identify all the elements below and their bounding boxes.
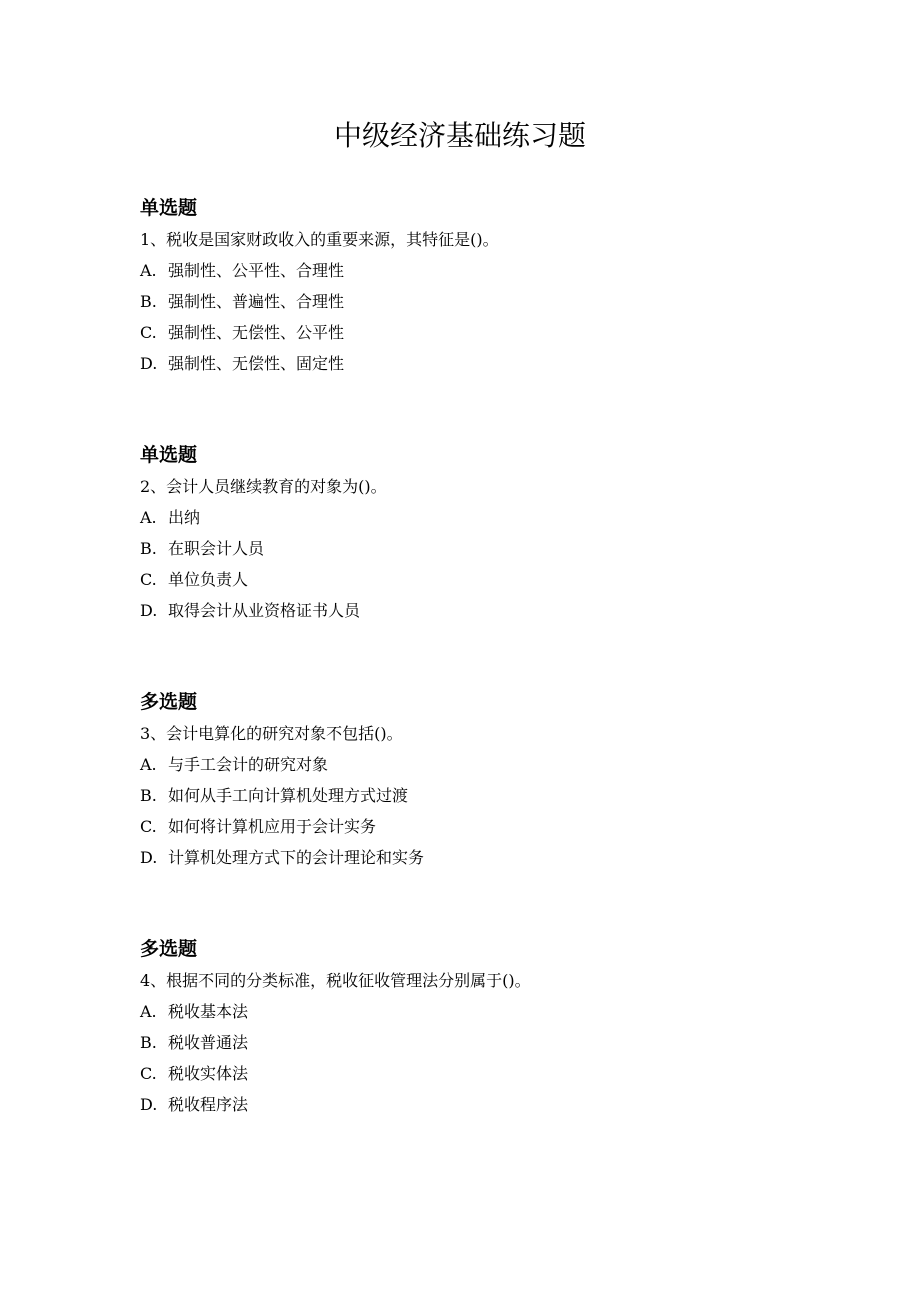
option-letter: A.	[140, 261, 157, 280]
option-a	[140, 996, 840, 1027]
option-a	[140, 255, 840, 286]
option-c	[140, 317, 840, 348]
option-text: 取得会计从业资格证书人员	[168, 601, 361, 620]
option-text: 在职会计人员	[168, 539, 265, 558]
option-letter: C.	[140, 1064, 157, 1083]
option-text: 税收基本法	[168, 1002, 249, 1021]
option-letter: C.	[140, 323, 157, 342]
option-letter: D.	[140, 601, 158, 620]
option-text: 强制性、无偿性、固定性	[168, 354, 345, 373]
option-letter: A.	[140, 508, 157, 527]
question-type: 单选题	[140, 444, 198, 466]
option-b	[140, 533, 840, 564]
question-type: 单选题	[140, 197, 198, 219]
option-a	[140, 749, 840, 780]
document-title: 中级经济基础练习题	[333, 119, 586, 152]
option-text: 如何从手工向计算机处理方式过渡	[168, 786, 409, 805]
option-c	[140, 564, 840, 595]
question-text: 4、根据不同的分类标准，税收征收管理法分别属于()。	[140, 971, 531, 990]
question-text: 3、会计电算化的研究对象不包括()。	[140, 724, 403, 743]
question-text: 1、税收是国家财政收入的重要来源，其特征是()。	[140, 230, 499, 249]
option-text: 税收程序法	[168, 1095, 249, 1114]
option-text: 如何将计算机应用于会计实务	[168, 817, 377, 836]
option-c	[140, 811, 840, 842]
option-letter: D.	[140, 354, 158, 373]
option-d	[140, 1089, 840, 1120]
option-letter: C.	[140, 570, 157, 589]
option-letter: D.	[140, 1095, 158, 1114]
question-type: 多选题	[140, 691, 198, 713]
question-type: 多选题	[140, 938, 198, 960]
option-text: 与手工会计的研究对象	[168, 755, 329, 774]
option-d	[140, 595, 840, 626]
option-letter: B.	[140, 539, 157, 558]
question-text: 2、会计人员继续教育的对象为()。	[140, 477, 387, 496]
question-1	[140, 193, 840, 379]
option-text: 强制性、公平性、合理性	[168, 261, 345, 280]
option-letter: A.	[140, 755, 157, 774]
option-letter: B.	[140, 1033, 157, 1052]
option-d	[140, 842, 840, 873]
option-letter: D.	[140, 848, 158, 867]
option-c	[140, 1058, 840, 1089]
option-letter: B.	[140, 786, 157, 805]
question-2	[140, 440, 840, 626]
option-letter: C.	[140, 817, 157, 836]
option-text: 税收实体法	[168, 1064, 249, 1083]
option-b	[140, 1027, 840, 1058]
option-text: 出纳	[168, 508, 201, 527]
option-text: 税收普通法	[168, 1033, 249, 1052]
option-text: 计算机处理方式下的会计理论和实务	[168, 848, 425, 867]
option-b	[140, 286, 840, 317]
option-a	[140, 502, 840, 533]
option-text: 强制性、无偿性、公平性	[168, 323, 345, 342]
option-b	[140, 780, 840, 811]
option-letter: B.	[140, 292, 157, 311]
question-3	[140, 687, 840, 873]
option-d	[140, 348, 840, 379]
option-text: 强制性、普遍性、合理性	[168, 292, 345, 311]
option-letter: A.	[140, 1002, 157, 1021]
question-4	[140, 934, 840, 1120]
option-text: 单位负责人	[168, 570, 249, 589]
